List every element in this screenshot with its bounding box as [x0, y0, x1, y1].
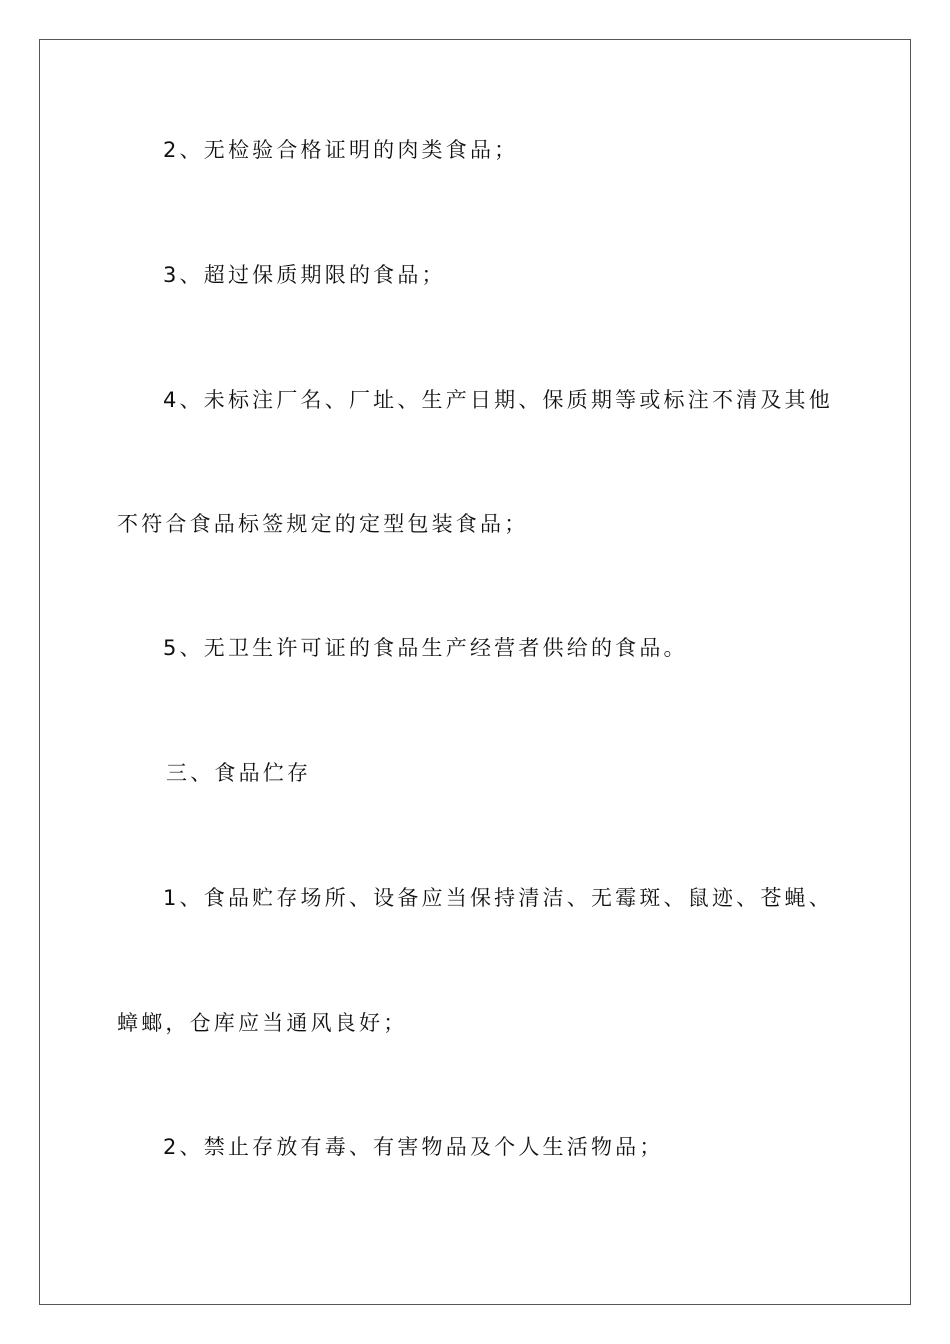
list-item-no-inspection-cert: 2、无检验合格证明的肉类食品；	[163, 138, 519, 162]
list-item-unlabeled-food: 4、未标注厂名、厂址、生产日期、保质期等或标注不清及其他	[163, 388, 833, 412]
list-item-storage-clean-continued: 蟑螂，仓库应当通风良好；	[117, 1011, 408, 1035]
list-item-no-license-supplier: 5、无卫生许可证的食品生产经营者供给的食品。	[163, 636, 688, 660]
list-item-storage-clean: 1、食品贮存场所、设备应当保持清洁、无霉斑、鼠迹、苍蝇、	[163, 886, 833, 910]
page-border	[39, 39, 911, 1305]
list-item-no-toxic-items: 2、禁止存放有毒、有害物品及个人生活物品；	[163, 1135, 664, 1159]
list-item-unlabeled-food-continued: 不符合食品标签规定的定型包装食品；	[117, 512, 529, 536]
list-item-expired-food: 3、超过保质期限的食品；	[163, 263, 446, 287]
section-heading-food-storage: 三、食品伫存	[166, 761, 312, 785]
